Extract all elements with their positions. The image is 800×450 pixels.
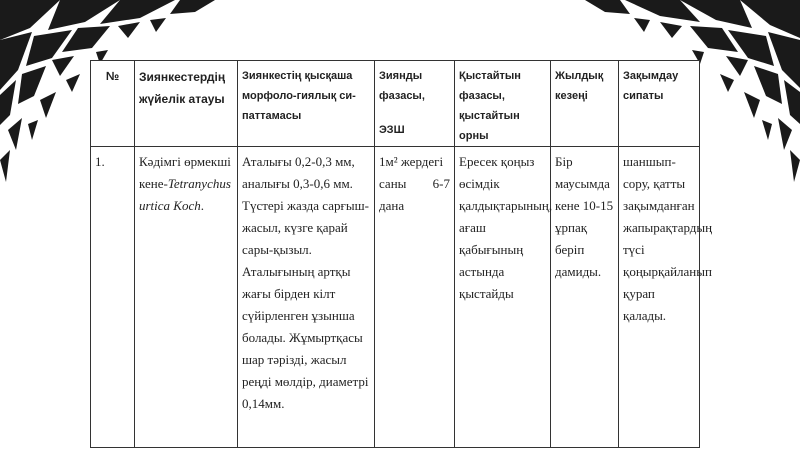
cell-number: 1. [91, 147, 135, 448]
table-row [91, 147, 700, 448]
cell-wintering: Ересек қоңыз өсімдік қалдықтарының, ағаш қабығының астында қыстайды [455, 147, 551, 448]
pest-name-period: . [200, 198, 204, 213]
pest-common-name: Кәдімгі өрмекші кене- [139, 154, 231, 191]
header-threshold-abbr: ЭЗШ [379, 124, 405, 136]
header-harmful-phase [375, 61, 455, 147]
cell-threshold [375, 147, 455, 448]
cell-generations: Бір маусымда кене 10-15 ұрпақ беріп дамиды. [551, 147, 619, 448]
header-damage-type: Зақымдау сипаты [619, 61, 700, 147]
header-generations: Жылдық кезеңі [551, 61, 619, 147]
header-system-name: Зиянкестердің жүйелік атауы [135, 61, 238, 147]
threshold-line-3: дана [379, 198, 405, 213]
pest-latin-name: Tetranychus urtica Koch [139, 176, 231, 213]
threshold-line-1: 1м² жердегі [379, 154, 444, 169]
header-wintering: Қыстайтын фазасы, қыстайтын орны [455, 61, 551, 147]
pest-table [90, 60, 713, 448]
header-harmful-phase-label: Зиянды фазасы, [379, 70, 425, 102]
header-number: № [91, 61, 135, 147]
threshold-line-2: саны 6-7 [379, 176, 450, 191]
cell-system-name [135, 147, 238, 448]
cell-morphology: Аталығы 0,2-0,3 мм, аналығы 0,3-0,6 мм. Түстері жазда сарғыш- жасыл, күзге қарай сары-қызыл. Аталығының артқы жағы бірден кілт сүйірленген ұзынша болады. Жұмыртқасы шар тәрізді, жасыл реңді мөлдір, диаметрі 0,14мм. [238, 147, 375, 448]
table-header-row [91, 61, 700, 147]
cell-damage-type: шаншып-сору, қатты зақымданған жапырақтардың түсі қоңырқайланып қурап қалады. [619, 147, 700, 448]
header-morphology: Зиянкестің қысқаша морфоло-гиялық си-паттамасы [238, 61, 375, 147]
